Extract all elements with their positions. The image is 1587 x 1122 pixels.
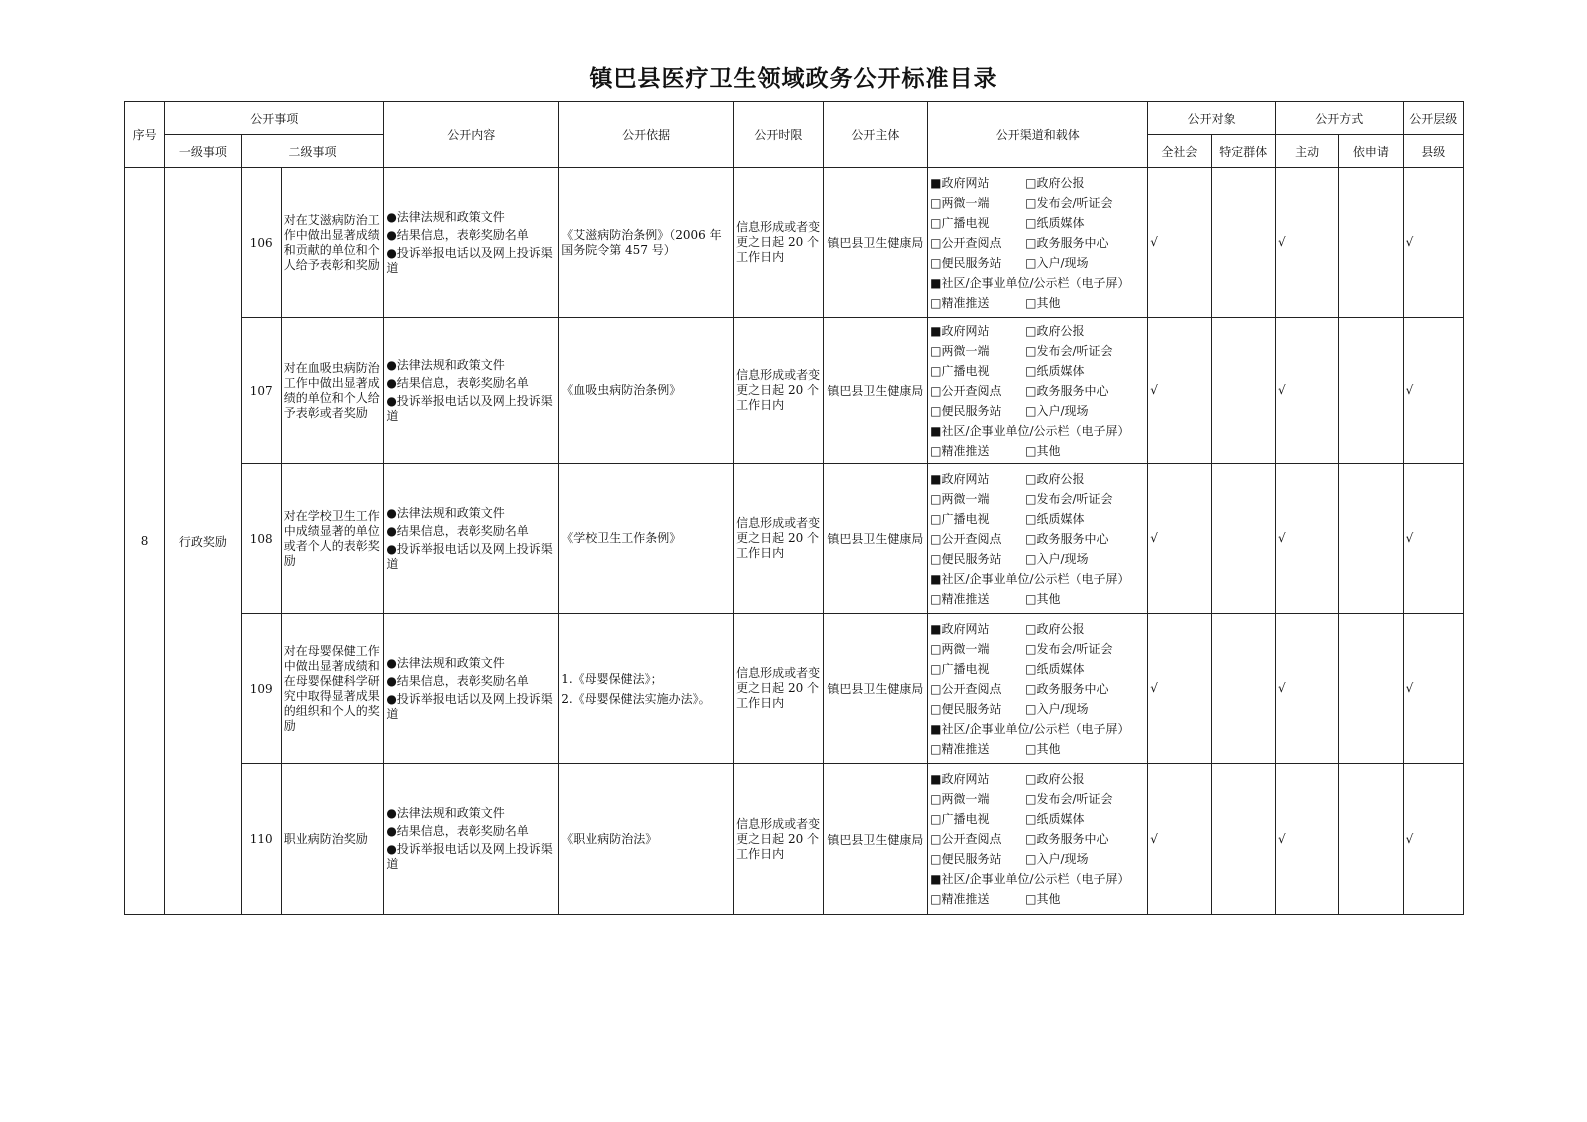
content-entry: ●投诉举报电话以及网上投诉渠道 xyxy=(386,541,553,571)
channel-option: □便民服务站 xyxy=(930,852,1002,866)
content-entry: ●结果信息，表彰奖励名单 xyxy=(386,824,529,838)
content-entry: ●投诉举报电话以及网上投诉渠道 xyxy=(386,393,553,423)
channel-option: □入户/现场 xyxy=(1025,852,1089,866)
header-seq: 序号 xyxy=(125,102,165,168)
item-subject: 镇巴县卫生健康局 xyxy=(823,764,928,915)
item-content xyxy=(384,464,559,614)
channel-option: ■社区/企事业单位/公示栏（电子屏） xyxy=(930,721,1130,736)
channel-row xyxy=(930,699,1145,719)
channel-row xyxy=(930,173,1145,193)
target-group-cell xyxy=(1211,764,1275,915)
content-entry: ●投诉举报电话以及网上投诉渠道 xyxy=(386,842,553,871)
basis-line: 《血吸虫病防治条例》 xyxy=(561,383,682,397)
channel-option: □政府公报 xyxy=(1025,621,1085,636)
item-basis xyxy=(559,764,734,915)
check-target-all: √ xyxy=(1148,318,1211,464)
basis-line: 1.《母婴保健法》； xyxy=(561,671,663,686)
header-basis: 公开依据 xyxy=(559,102,734,168)
channel-row xyxy=(930,789,1145,809)
channel-option: ■政府网站 xyxy=(930,621,990,636)
channel-option: □两微一端 xyxy=(930,491,990,506)
item-basis xyxy=(559,168,734,318)
header-method: 公开方式 xyxy=(1275,102,1403,135)
method-request-cell xyxy=(1339,764,1403,915)
table-row xyxy=(125,318,1464,464)
channel-row xyxy=(930,233,1145,253)
channel-option: □发布会/听证会 xyxy=(1025,195,1113,210)
basis-line: 《艾滋病防治条例》（2006 年国务院令第 457 号） xyxy=(561,227,722,257)
header-level: 公开层级 xyxy=(1403,102,1463,135)
header-channels: 公开渠道和载体 xyxy=(928,102,1148,168)
item-number: 110 xyxy=(241,764,281,915)
target-group-cell xyxy=(1211,614,1275,764)
channel-option: □广播电视 xyxy=(930,363,990,378)
item-time-limit: 信息形成或者变更之日起 20 个工作日内 xyxy=(734,168,823,318)
channel-option: □政务服务中心 xyxy=(1025,383,1109,398)
channel-option: □两微一端 xyxy=(930,195,990,210)
content-entry: ●法律法规和政策文件 xyxy=(386,357,505,372)
channel-option: □其他 xyxy=(1025,591,1061,606)
channel-option: □精准推送 xyxy=(930,591,990,606)
check-target-all: √ xyxy=(1148,464,1211,614)
channel-option: □政务服务中心 xyxy=(1025,832,1109,846)
channel-row xyxy=(930,469,1145,489)
channel-option: □入户/现场 xyxy=(1025,551,1089,566)
channel-option: □政府公报 xyxy=(1025,471,1085,486)
content-entry: ●投诉举报电话以及网上投诉渠道 xyxy=(386,691,553,721)
item-name: 对在学校卫生工作中成绩显著的单位或者个人的表彰奖励 xyxy=(281,464,384,614)
item-name: 对在母婴保健工作中做出显著成绩和在母婴保健科学研究中取得显著成果的组织和个人的奖励 xyxy=(281,614,384,764)
page-title: 镇巴县医疗卫生领域政务公开标准目录 xyxy=(589,65,998,92)
channel-row xyxy=(930,401,1145,421)
channel-option: □政府公报 xyxy=(1025,175,1085,190)
item-content xyxy=(384,764,559,915)
channel-option: □两微一端 xyxy=(930,792,990,806)
channel-option: □便民服务站 xyxy=(930,255,1002,270)
channel-option: □发布会/听证会 xyxy=(1025,343,1113,358)
check-target-all: √ xyxy=(1148,764,1211,915)
channel-row xyxy=(930,869,1145,889)
basis-line: 《学校卫生工作条例》 xyxy=(561,531,682,545)
header-level1: 一级事项 xyxy=(165,135,241,168)
content-entry: ●法律法规和政策文件 xyxy=(386,655,505,670)
channel-row xyxy=(930,253,1145,273)
channel-row xyxy=(930,889,1145,909)
item-basis xyxy=(559,318,734,464)
channel-row xyxy=(930,193,1145,213)
channel-option: ■社区/企事业单位/公示栏（电子屏） xyxy=(930,872,1130,886)
group-seq: 8 xyxy=(125,168,165,915)
channel-row xyxy=(930,341,1145,361)
channel-option: □其他 xyxy=(1025,443,1061,458)
table-row xyxy=(125,614,1464,764)
item-time-limit: 信息形成或者变更之日起 20 个工作日内 xyxy=(734,614,823,764)
item-time-limit: 信息形成或者变更之日起 20 个工作日内 xyxy=(734,318,823,464)
check-target-all: √ xyxy=(1148,614,1211,764)
check-level-county: √ xyxy=(1403,764,1463,915)
method-request-cell xyxy=(1339,168,1403,318)
header-content: 公开内容 xyxy=(384,102,559,168)
channel-row xyxy=(930,809,1145,829)
item-channels xyxy=(928,318,1148,464)
channel-option: ■社区/企事业单位/公示栏（电子屏） xyxy=(930,275,1130,290)
item-number: 109 xyxy=(241,614,281,764)
channel-row xyxy=(930,639,1145,659)
item-basis xyxy=(559,614,734,764)
channel-row xyxy=(930,769,1145,789)
header-method-active: 主动 xyxy=(1275,135,1338,168)
method-request-cell xyxy=(1339,464,1403,614)
channel-option: □便民服务站 xyxy=(930,403,1002,418)
item-channels xyxy=(928,614,1148,764)
channel-row xyxy=(930,421,1145,441)
item-basis xyxy=(559,464,734,614)
channel-option: □精准推送 xyxy=(930,892,990,906)
channel-option: ■政府网站 xyxy=(930,471,990,486)
channel-option: □公开查阅点 xyxy=(930,531,1002,546)
check-level-county: √ xyxy=(1403,318,1463,464)
channel-option: □发布会/听证会 xyxy=(1025,641,1113,656)
channel-row xyxy=(930,589,1145,609)
channel-option: □公开查阅点 xyxy=(930,235,1002,250)
channel-option: □入户/现场 xyxy=(1025,403,1089,418)
target-group-cell xyxy=(1211,318,1275,464)
item-time-limit: 信息形成或者变更之日起 20 个工作日内 xyxy=(734,464,823,614)
check-level-county: √ xyxy=(1403,614,1463,764)
item-subject: 镇巴县卫生健康局 xyxy=(823,464,928,614)
content-entry: ●结果信息，表彰奖励名单 xyxy=(386,227,529,242)
content-entry: ●法律法规和政策文件 xyxy=(386,806,505,820)
channel-option: □政务服务中心 xyxy=(1025,531,1109,546)
item-subject: 镇巴县卫生健康局 xyxy=(823,614,928,764)
content-entry: ●结果信息，表彰奖励名单 xyxy=(386,523,529,538)
channel-option: □发布会/听证会 xyxy=(1025,491,1113,506)
target-group-cell xyxy=(1211,464,1275,614)
channel-row xyxy=(930,381,1145,401)
channel-row xyxy=(930,849,1145,869)
channel-row xyxy=(930,569,1145,589)
check-level-county: √ xyxy=(1403,168,1463,318)
channel-option: ■政府网站 xyxy=(930,772,990,786)
channel-option: □两微一端 xyxy=(930,343,990,358)
basis-line: 2.《母婴保健法实施办法》。 xyxy=(561,691,711,706)
channel-option: □便民服务站 xyxy=(930,701,1002,716)
table-row xyxy=(125,764,1464,915)
channel-option: □精准推送 xyxy=(930,295,990,310)
channel-row xyxy=(930,213,1145,233)
catalog-body xyxy=(125,168,1464,915)
item-channels xyxy=(928,764,1148,915)
channel-row xyxy=(930,489,1145,509)
channel-row xyxy=(930,293,1145,313)
content-entry: ●法律法规和政策文件 xyxy=(386,505,505,520)
content-entry: ●结果信息，表彰奖励名单 xyxy=(386,673,529,688)
item-content xyxy=(384,614,559,764)
channel-option: □便民服务站 xyxy=(930,551,1002,566)
channel-row xyxy=(930,529,1145,549)
header-level2: 二级事项 xyxy=(241,135,384,168)
header-time-limit: 公开时限 xyxy=(734,102,823,168)
item-subject: 镇巴县卫生健康局 xyxy=(823,318,928,464)
header-target-all: 全社会 xyxy=(1148,135,1211,168)
header-items: 公开事项 xyxy=(165,102,384,135)
item-number: 106 xyxy=(241,168,281,318)
channel-option: □纸质媒体 xyxy=(1025,215,1085,230)
item-content xyxy=(384,168,559,318)
check-level-county: √ xyxy=(1403,464,1463,614)
channel-row xyxy=(930,719,1145,739)
channel-option: □政务服务中心 xyxy=(1025,681,1109,696)
item-name: 对在血吸虫病防治工作中做出显著成绩的单位和个人给予表彰或者奖励 xyxy=(281,318,384,464)
table-row xyxy=(125,464,1464,614)
check-method-active: √ xyxy=(1275,168,1338,318)
check-method-active: √ xyxy=(1275,614,1338,764)
header-level-county: 县级 xyxy=(1403,135,1463,168)
channel-option: □政府公报 xyxy=(1025,323,1085,338)
channel-option: □广播电视 xyxy=(930,812,990,826)
group-level1: 行政奖励 xyxy=(165,168,241,915)
content-entry: ●投诉举报电话以及网上投诉渠道 xyxy=(386,245,553,275)
channel-option: □广播电视 xyxy=(930,511,990,526)
basis-line: 《职业病防治法》 xyxy=(561,831,658,846)
content-entry: ●结果信息，表彰奖励名单 xyxy=(386,375,529,390)
channel-row xyxy=(930,619,1145,639)
channel-option: □纸质媒体 xyxy=(1025,812,1085,826)
channel-option: □公开查阅点 xyxy=(930,681,1002,696)
channel-row xyxy=(930,321,1145,341)
channel-option: □其他 xyxy=(1025,295,1061,310)
channel-option: □其他 xyxy=(1025,892,1061,906)
item-subject: 镇巴县卫生健康局 xyxy=(823,168,928,318)
channel-option: □政府公报 xyxy=(1025,772,1085,786)
item-content xyxy=(384,318,559,464)
method-request-cell xyxy=(1339,614,1403,764)
method-request-cell xyxy=(1339,318,1403,464)
item-number: 108 xyxy=(241,464,281,614)
item-number: 107 xyxy=(241,318,281,464)
channel-row xyxy=(930,441,1145,461)
check-method-active: √ xyxy=(1275,318,1338,464)
channel-option: □广播电视 xyxy=(930,215,990,230)
channel-row xyxy=(930,509,1145,529)
table-row xyxy=(125,168,1464,318)
channel-option: ■政府网站 xyxy=(930,175,990,190)
check-method-active: √ xyxy=(1275,464,1338,614)
channel-option: □入户/现场 xyxy=(1025,701,1089,716)
header-target-group: 特定群体 xyxy=(1211,135,1275,168)
item-channels xyxy=(928,464,1148,614)
channel-row xyxy=(930,829,1145,849)
item-name: 对在艾滋病防治工作中做出显著成绩和贡献的单位和个人给予表彰和奖励 xyxy=(281,168,384,318)
channel-option: □入户/现场 xyxy=(1025,255,1089,270)
channel-row xyxy=(930,739,1145,759)
header-method-request: 依申请 xyxy=(1339,135,1403,168)
header-row-1 xyxy=(125,102,1464,135)
channel-option: □精准推送 xyxy=(930,741,990,756)
channel-option: □精准推送 xyxy=(930,443,990,458)
item-time-limit: 信息形成或者变更之日起 20 个工作日内 xyxy=(734,764,823,915)
target-group-cell xyxy=(1211,168,1275,318)
channel-row xyxy=(930,361,1145,381)
catalog-table xyxy=(124,101,1464,915)
channel-option: □发布会/听证会 xyxy=(1025,792,1113,806)
item-channels xyxy=(928,168,1148,318)
channel-option: □政务服务中心 xyxy=(1025,235,1109,250)
channel-option: □广播电视 xyxy=(930,661,990,676)
channel-option: □公开查阅点 xyxy=(930,383,1002,398)
channel-option: □其他 xyxy=(1025,741,1061,756)
channel-row xyxy=(930,659,1145,679)
channel-option: □纸质媒体 xyxy=(1025,511,1085,526)
channel-option: □两微一端 xyxy=(930,641,990,656)
content-entry: ●法律法规和政策文件 xyxy=(386,209,505,224)
channel-option: □公开查阅点 xyxy=(930,832,1002,846)
header-subject: 公开主体 xyxy=(823,102,928,168)
channel-row xyxy=(930,549,1145,569)
channel-option: □纸质媒体 xyxy=(1025,363,1085,378)
check-method-active: √ xyxy=(1275,764,1338,915)
item-name: 职业病防治奖励 xyxy=(281,764,384,915)
channel-option: ■社区/企事业单位/公示栏（电子屏） xyxy=(930,571,1130,586)
header-target: 公开对象 xyxy=(1148,102,1276,135)
channel-option: □纸质媒体 xyxy=(1025,661,1085,676)
check-target-all: √ xyxy=(1148,168,1211,318)
channel-option: ■政府网站 xyxy=(930,323,990,338)
channel-option: ■社区/企事业单位/公示栏（电子屏） xyxy=(930,423,1130,438)
channel-row xyxy=(930,273,1145,293)
channel-row xyxy=(930,679,1145,699)
